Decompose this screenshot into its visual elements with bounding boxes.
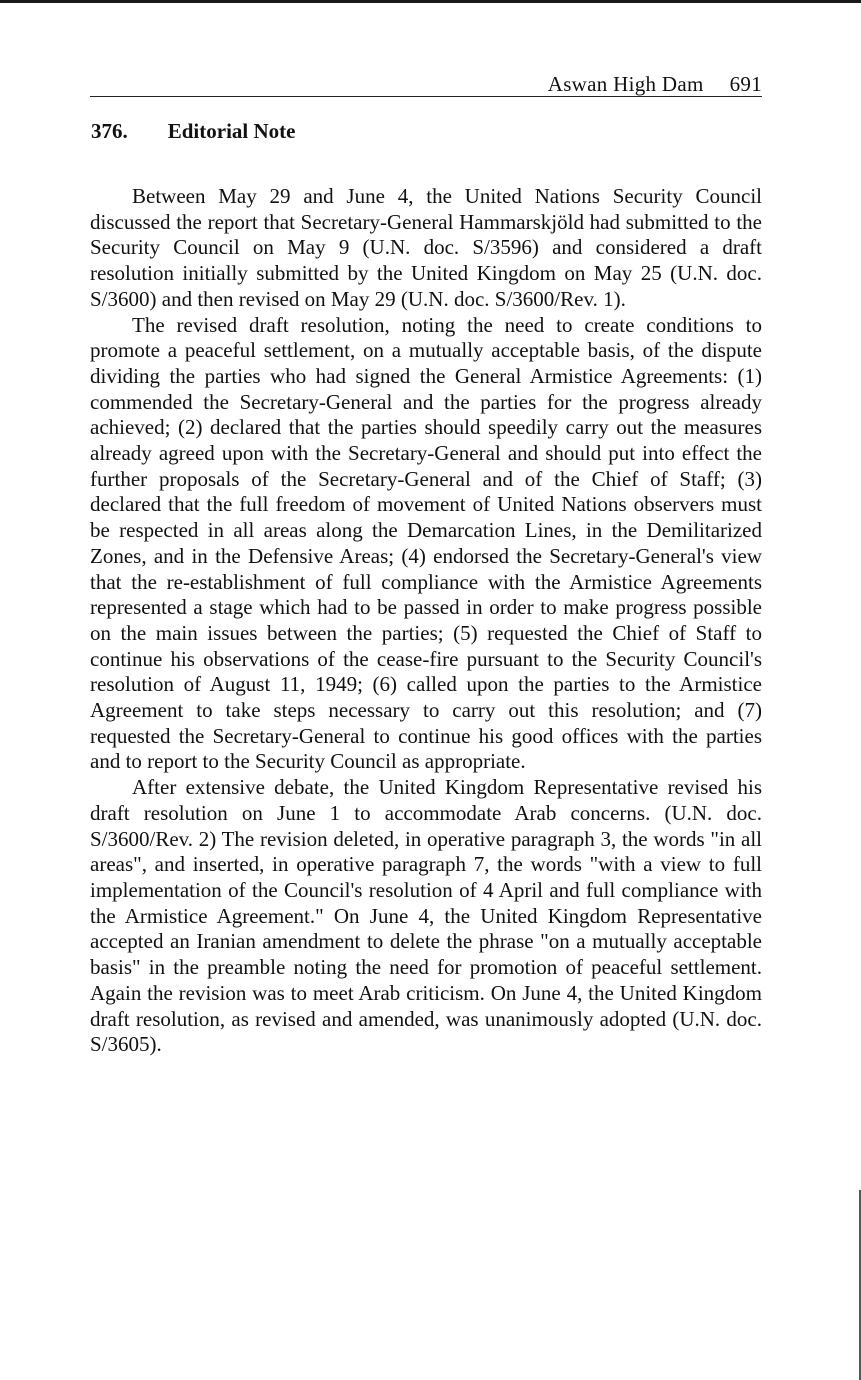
page-top-border <box>0 0 861 3</box>
paragraph-3: After extensive debate, the United Kingdom Representative revised his draft resolution on June 1 to accommodate Arab concerns. (U.N. doc. S/3600/Rev. 2) The revision deleted, in operative paragraph 3, the words "in all areas", and inserted, in operative paragraph 7, the words "with a view to full implementation of the Council's resolution of 4 April and full compliance with the Armistice Agreement." On June 4, the United Kingdom Representative accepted an Iranian amendment to delete the phrase "on a mutually acceptable basis" in the preamble noting the need for promotion of peaceful settlement. Again the revision was to meet Arab criticism. On June 4, the United Kingdom draft resolution, as revised and amended, was unanimously adopted (U.N. doc. S/3605). <box>90 775 762 1057</box>
header-rule <box>90 96 762 97</box>
section-title: Editorial Note <box>167 119 296 143</box>
section-heading <box>91 117 295 145</box>
paragraph-2: The revised draft resolution, noting the need to create conditions to promote a peaceful settlement, on a mutually acceptable basis, of the dispute dividing the parties who had signed the General Armistice Agreements: (1) commended the Secretary-General and the parties for the progress already achieved; (2) declared that the parties should speedily carry out the measures already agreed upon with the Secretary-General and should put into effect the further proposals of the Secretary-General and of the Chief of Staff; (3) declared that the full freedom of movement of United Nations observers must be respected in all areas along the Demarcation Lines, in the Demilitarized Zones, and in the Defensive Areas; (4) endorsed the Secretary-General's view that the re-establishment of full compliance with the Armistice Agreements represented a stage which had to be passed in order to make progress possible on the main issues between the parties; (5) requested the Chief of Staff to continue his observations of the cease-fire pursuant to the Security Council's resolution of August 11, 1949; (6) called upon the parties to the Armistice Agreement to take steps necessary to carry out this resolution; and (7) requested the Secretary-General to continue his good offices with the parties and to report to the Security Council as appropriate. <box>90 312 762 774</box>
section-number: 376. <box>91 119 128 143</box>
running-title: Aswan High Dam <box>547 72 704 96</box>
page-number: 691 <box>729 72 762 96</box>
running-header <box>90 72 762 96</box>
paragraph-1: Between May 29 and June 4, the United Nations Security Council discussed the report that Secretary-General Hammarskjöld had submitted to the Security Council on May 9 (U.N. doc. S/3596) and considered a draft resolution initially submitted by the United Kingdom on May 25 (U.N. doc. S/3600) and then revised on May 29 (U.N. doc. S/3600/Rev. 1). <box>90 184 762 311</box>
body-text <box>90 184 762 1058</box>
